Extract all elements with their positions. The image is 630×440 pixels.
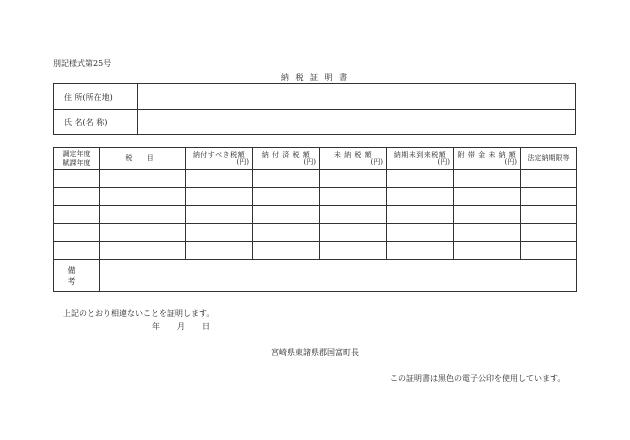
- header-paid: [253, 148, 320, 170]
- table-cell[interactable]: [100, 242, 186, 260]
- table-cell[interactable]: [54, 170, 100, 188]
- table-row: [54, 170, 577, 188]
- table-cell[interactable]: [387, 170, 454, 188]
- table-cell[interactable]: [521, 188, 577, 206]
- issuer-name: 宮崎県東諸県郡国富町長: [271, 348, 359, 357]
- table-cell[interactable]: [454, 242, 521, 260]
- table-cell[interactable]: [253, 170, 320, 188]
- header-unpaid: [320, 148, 387, 170]
- date-month-label: 月: [177, 322, 185, 331]
- address-label: 住 所(所在地): [64, 93, 113, 102]
- header-deadline: 法定納期限等: [521, 148, 577, 170]
- tax-certificate-table: [53, 147, 577, 292]
- table-cell[interactable]: [320, 224, 387, 242]
- remarks-field[interactable]: [100, 260, 577, 292]
- table-cell[interactable]: [100, 206, 186, 224]
- header-not-due-label: 納期未到来税額: [393, 151, 447, 159]
- table-cell[interactable]: [521, 242, 577, 260]
- header-tax-item: 税 目: [100, 148, 186, 170]
- table-cell[interactable]: [387, 188, 454, 206]
- name-label: 氏 名(名 称): [64, 118, 108, 127]
- document-title: 納 税 証 明 書: [280, 73, 350, 82]
- table-cell[interactable]: [320, 242, 387, 260]
- table-row: [54, 242, 577, 260]
- table-cell[interactable]: [521, 206, 577, 224]
- table-cell[interactable]: [454, 188, 521, 206]
- header-not-due-unit: (円): [437, 158, 450, 166]
- info-divider-horizontal: [54, 109, 575, 110]
- table-cell[interactable]: [320, 170, 387, 188]
- table-cell[interactable]: [387, 224, 454, 242]
- electronic-seal-note: この証明書は黒色の電子公印を使用しています。: [390, 374, 566, 383]
- table-header-row: [54, 148, 577, 170]
- header-surcharge: [454, 148, 521, 170]
- table-cell[interactable]: [100, 170, 186, 188]
- table-cell[interactable]: [186, 206, 253, 224]
- header-paid-unit: (円): [303, 158, 316, 166]
- table-cell[interactable]: [521, 170, 577, 188]
- table-cell[interactable]: [387, 242, 454, 260]
- table-cell[interactable]: [454, 224, 521, 242]
- table-row: [54, 224, 577, 242]
- header-not-due: [387, 148, 454, 170]
- certification-statement: 上記のとおり相違ないことを証明します。: [63, 309, 215, 318]
- address-field[interactable]: [138, 85, 575, 108]
- table-cell[interactable]: [186, 188, 253, 206]
- header-fiscal-year: [54, 148, 100, 170]
- header-fiscal-year-line2: 賦課年度: [62, 158, 91, 167]
- table-cell[interactable]: [186, 224, 253, 242]
- table-cell[interactable]: [253, 188, 320, 206]
- header-unpaid-unit: (円): [370, 158, 383, 166]
- table-cell[interactable]: [521, 224, 577, 242]
- table-cell[interactable]: [186, 170, 253, 188]
- remarks-label: 備 考: [54, 260, 100, 292]
- header-payable-label: 納付すべき税額: [192, 151, 246, 159]
- header-surcharge-label: 附 帯 金 未 納 額: [457, 151, 517, 159]
- table-cell[interactable]: [54, 206, 100, 224]
- header-payable: [186, 148, 253, 170]
- header-payable-unit: (円): [236, 158, 249, 166]
- table-row: [54, 206, 577, 224]
- header-paid-label: 納 付 済 税 額: [261, 151, 311, 159]
- table-cell[interactable]: [100, 188, 186, 206]
- table-cell[interactable]: [186, 242, 253, 260]
- table-cell[interactable]: [387, 206, 454, 224]
- applicant-info-box: [53, 83, 576, 135]
- header-unpaid-label: 未 納 税 額: [333, 151, 373, 159]
- header-fiscal-year-line1: 調定年度: [62, 149, 91, 158]
- table-cell[interactable]: [320, 188, 387, 206]
- table-cell[interactable]: [454, 170, 521, 188]
- table-cell[interactable]: [253, 242, 320, 260]
- table-cell[interactable]: [54, 242, 100, 260]
- date-year-label: 年: [152, 322, 160, 331]
- table-cell[interactable]: [320, 206, 387, 224]
- table-cell[interactable]: [454, 206, 521, 224]
- date-day-label: 日: [202, 322, 210, 331]
- table-cell[interactable]: [100, 224, 186, 242]
- table-cell[interactable]: [54, 224, 100, 242]
- table-cell[interactable]: [54, 188, 100, 206]
- remarks-row: [54, 260, 577, 292]
- name-field[interactable]: [138, 111, 575, 134]
- table-cell[interactable]: [253, 206, 320, 224]
- form-number: 別記様式第25号: [53, 59, 112, 68]
- table-row: [54, 188, 577, 206]
- header-surcharge-unit: (円): [504, 158, 517, 166]
- table-cell[interactable]: [253, 224, 320, 242]
